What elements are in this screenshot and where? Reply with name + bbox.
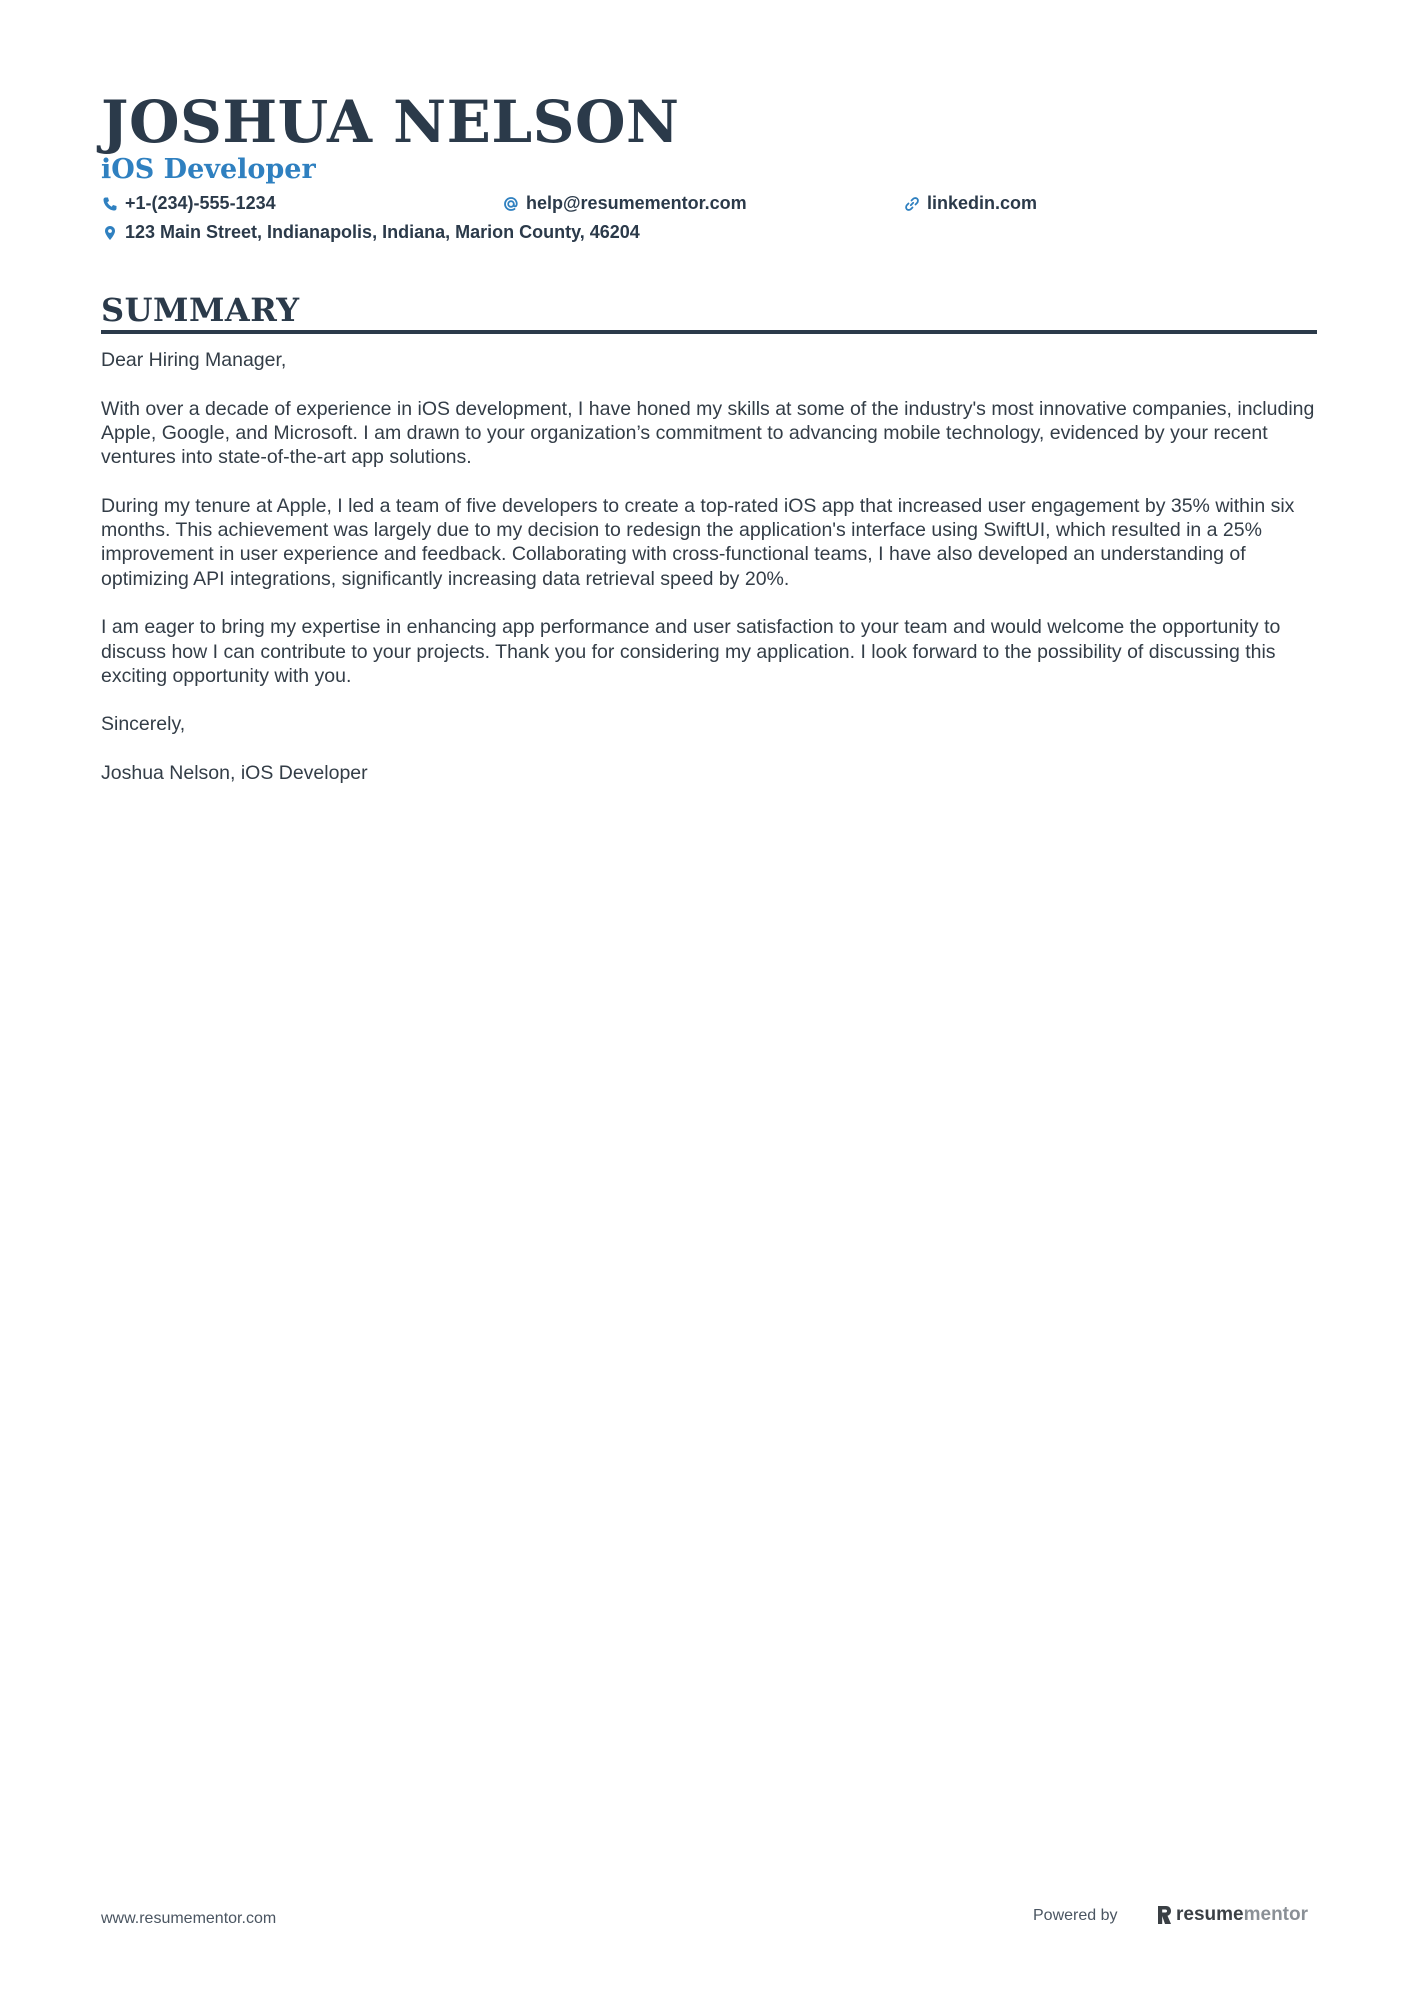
- brand-name-light: mentor: [1243, 1904, 1309, 1925]
- section-divider: [101, 330, 1317, 334]
- closing: Sincerely,: [101, 713, 186, 736]
- contact-email[interactable]: [502, 193, 747, 214]
- phone-icon: [101, 195, 119, 213]
- letter-paragraph: During my tenure at Apple, I led a team of five developers to create a top-rated iOS app that increased user engagement by 35% within six months. This achievement was largely due to my decision to redesign the application's interface using SwiftUI, which resulted in a 25% improvement in user experience and feedback. Collaborating with cross-functional teams, I have also developed an understanding of optimizing API integrations, significantly increasing data retrieval speed by 20%.: [101, 494, 1295, 590]
- cover-letter-body: [101, 348, 1317, 810]
- contact-address: [101, 222, 640, 243]
- signature: Joshua Nelson, iOS Developer: [101, 762, 368, 785]
- brand-name-bold: resume: [1176, 1904, 1244, 1925]
- link-icon: [903, 195, 921, 213]
- section-title-summary: SUMMARY: [101, 291, 300, 329]
- at-icon: [502, 195, 520, 213]
- footer-website-link[interactable]: www.resumementor.com: [101, 1910, 277, 1927]
- contact-phone[interactable]: [101, 193, 276, 214]
- email-text: help@resumementor.com: [526, 193, 747, 213]
- footer-brand-logo[interactable]: [1156, 1904, 1308, 1926]
- letter-paragraph: I am eager to bring my expertise in enhancing app performance and user satisfaction to your team and would welcome the opportunity to discuss how I can contribute to your projects. Thank you for considering my application. I look forward to the possibility of discussing this exciting opportunity with you.: [101, 616, 1281, 687]
- linkedin-text: linkedin.com: [927, 193, 1038, 213]
- salutation: Dear Hiring Manager,: [101, 349, 287, 371]
- resumementor-logo-icon: [1156, 1905, 1172, 1925]
- resume-page: [101, 0, 1317, 1995]
- map-pin-icon: [101, 224, 119, 242]
- job-title: iOS Developer: [101, 154, 316, 185]
- contact-linkedin[interactable]: [903, 193, 1037, 214]
- footer-powered-by: Powered by: [1033, 1907, 1118, 1924]
- letter-paragraph: With over a decade of experience in iOS development, I have honed my skills at some of the industry's most innovative companies, including Apple, Google, and Microsoft. I am drawn to your organization’s commitment to advancing mobile technology, evidenced by your recent ventures into state-of-the-art app solutions.: [101, 397, 1315, 469]
- address-text: 123 Main Street, Indianapolis, Indiana, Marion County, 46204: [125, 222, 640, 242]
- candidate-name: JOSHUA NELSON: [101, 88, 680, 156]
- phone-text: +1-(234)-555-1234: [125, 193, 276, 213]
